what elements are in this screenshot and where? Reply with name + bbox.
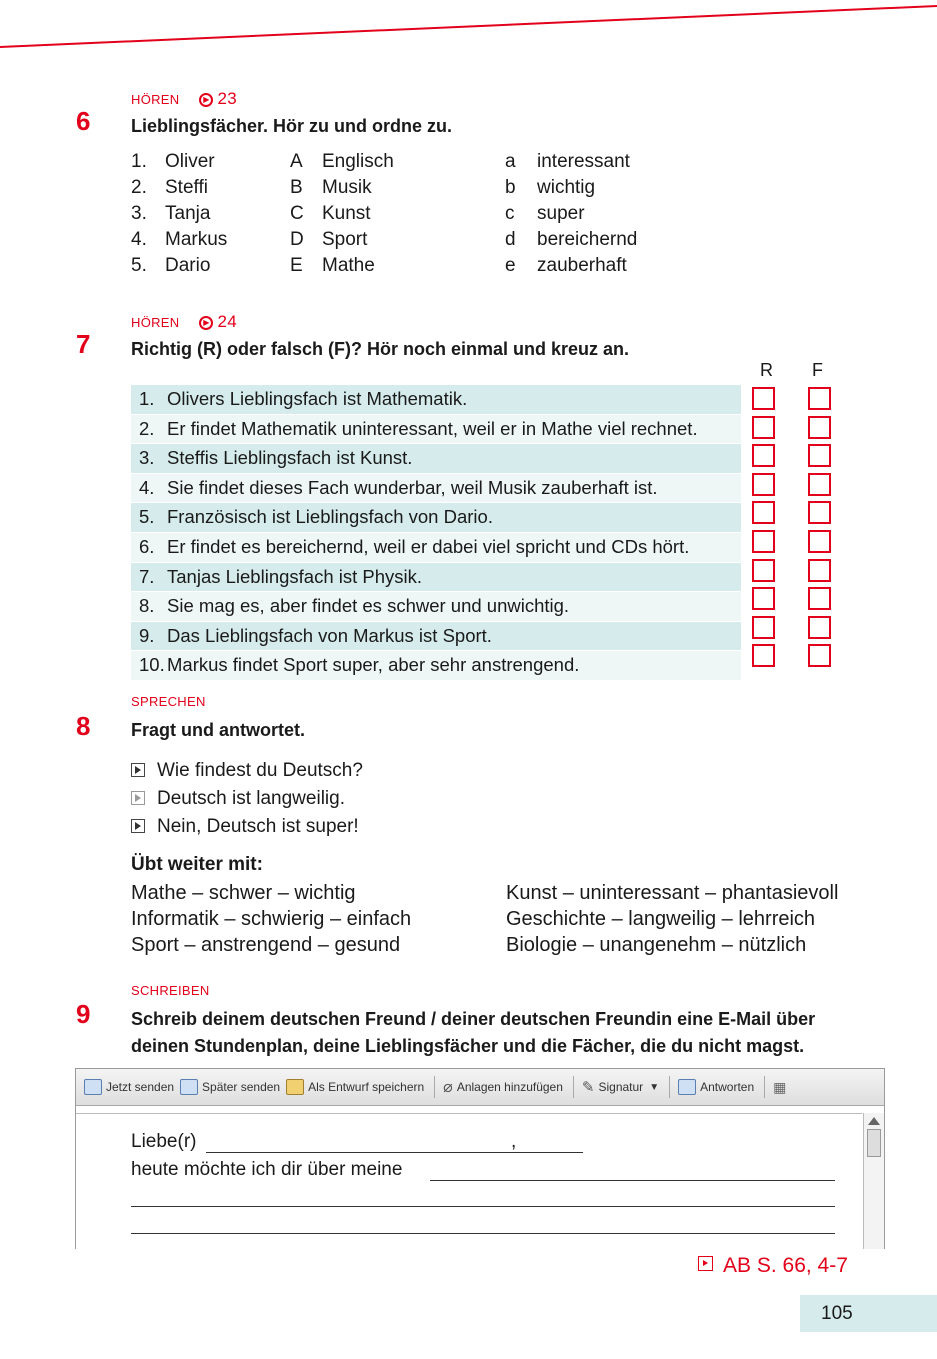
- ex9-number: 9: [76, 999, 91, 1029]
- list-item: D Sport: [290, 229, 368, 250]
- send-now-button[interactable]: Jetzt senden: [84, 1079, 174, 1095]
- signature-dropdown[interactable]: ✎ Signatur ▼: [581, 1079, 660, 1096]
- list-item: c super: [505, 203, 585, 224]
- ex9-skill-label: SCHREIBEN: [131, 983, 210, 998]
- text-blank[interactable]: [131, 1233, 835, 1234]
- falsch-checkbox[interactable]: [808, 644, 831, 667]
- ex6-instruction: Lieblingsfächer. Hör zu und ordne zu.: [131, 116, 453, 136]
- table-row: 7. Tanjas Lieblingsfach ist Physik.: [131, 563, 741, 593]
- practice-item: Sport – anstrengend – gesund: [131, 934, 401, 956]
- speaker-b-icon: [131, 791, 145, 805]
- falsch-checkbox[interactable]: [808, 530, 831, 553]
- speaker-a-icon: [131, 819, 145, 833]
- ex7-skill-label: HÖREN ▶ 24: [131, 312, 237, 331]
- dialog-list: [131, 757, 363, 841]
- email-scrollbar[interactable]: [863, 1113, 884, 1249]
- dialog-line: Nein, Deutsch ist super!: [131, 813, 363, 841]
- toolbar-separator: [573, 1076, 574, 1098]
- falsch-checkbox[interactable]: [808, 501, 831, 524]
- clock-send-icon: [180, 1079, 198, 1095]
- scroll-thumb[interactable]: [867, 1129, 881, 1157]
- practice-item: Geschichte – langweilig – lehrreich: [506, 908, 816, 930]
- richtig-checkbox[interactable]: [752, 473, 775, 496]
- ex6-skill-label: HÖREN ▶ 23: [131, 89, 237, 108]
- name-blank[interactable]: [206, 1152, 583, 1153]
- richtig-checkbox[interactable]: [752, 501, 775, 524]
- send-icon: [84, 1079, 102, 1095]
- speaker-a-icon: [131, 763, 145, 777]
- richtig-checkbox[interactable]: [752, 559, 775, 582]
- ex6-number: 6: [76, 106, 91, 136]
- save-draft-button[interactable]: Als Entwurf speichern: [286, 1079, 424, 1095]
- reply-icon: [678, 1079, 696, 1095]
- practice-left: [131, 880, 411, 958]
- email-body[interactable]: [76, 1113, 862, 1249]
- ex6-audio-track[interactable]: ▶ 23: [199, 89, 237, 108]
- ex7-audio-track[interactable]: ▶ 24: [199, 312, 237, 331]
- more-options-button[interactable]: [773, 1079, 786, 1096]
- falsch-checkbox[interactable]: [808, 416, 831, 439]
- list-item: C Kunst: [290, 203, 371, 224]
- list-item: e zauberhaft: [505, 255, 627, 276]
- greeting-label: Liebe(r): [131, 1131, 197, 1152]
- ex7-instruction: Richtig (R) oder falsch (F)? Hör noch einmal und kreuz an.: [131, 339, 630, 359]
- practice-item: Informatik – schwierig – einfach: [131, 908, 412, 930]
- table-row: 10. Markus findet Sport super, aber sehr anstrengend.: [131, 651, 741, 681]
- falsch-checkbox[interactable]: [808, 473, 831, 496]
- true-false-table: [131, 385, 741, 681]
- list-item: 1. Oliver: [131, 151, 215, 172]
- table-row: 8. Sie mag es, aber findet es schwer und unwichtig.: [131, 592, 741, 622]
- table-row: 1. Olivers Lieblingsfach ist Mathematik.: [131, 385, 741, 415]
- paperclip-icon: ⌀: [443, 1079, 453, 1096]
- table-row: 3. Steffis Lieblingsfach ist Kunst.: [131, 444, 741, 474]
- greeting-comma: ,: [511, 1131, 517, 1152]
- richtig-checkbox[interactable]: [752, 530, 775, 553]
- list-item: 4. Markus: [131, 229, 228, 250]
- list-item: B Musik: [290, 177, 372, 198]
- answers-button[interactable]: Antworten: [678, 1079, 754, 1095]
- table-row: 9. Das Lieblingsfach von Markus ist Sport.: [131, 622, 741, 652]
- arrow-box-icon: [698, 1256, 713, 1271]
- ex6-adjectives-list: [505, 149, 637, 279]
- practice-item: Biologie – unangenehm – nützlich: [506, 934, 807, 956]
- richtig-checkbox[interactable]: [752, 387, 775, 410]
- email-toolbar: [76, 1069, 884, 1106]
- ex9-instruction-line2: deinen Stundenplan, deine Lieblingsfächer und die Fächer, die du nicht magst.: [131, 1036, 805, 1056]
- richtig-checkbox[interactable]: [752, 587, 775, 610]
- list-item: a interessant: [505, 151, 630, 172]
- page-number: 105: [800, 1295, 937, 1332]
- list-item: 3. Tanja: [131, 203, 211, 224]
- ex6-names-list: [131, 149, 227, 279]
- column-header-f: F: [812, 360, 823, 380]
- ex8-instruction: Fragt und antwortet.: [131, 720, 305, 740]
- scroll-up-icon[interactable]: [868, 1117, 880, 1125]
- text-blank[interactable]: [430, 1180, 835, 1181]
- header-rule: [0, 0, 937, 60]
- falsch-checkbox[interactable]: [808, 616, 831, 639]
- table-row: 4. Sie findet dieses Fach wunderbar, weil Musik zauberhaft ist.: [131, 474, 741, 504]
- audio-play-icon: ▶: [199, 93, 213, 107]
- dialog-line: Deutsch ist langweilig.: [131, 785, 363, 813]
- practice-item: Kunst – uninteressant – phantasievoll: [506, 882, 839, 904]
- workbook-reference: AB S. 66, 4-7: [698, 1254, 848, 1278]
- list-item: E Mathe: [290, 255, 375, 276]
- practice-item: Mathe – schwer – wichtig: [131, 882, 356, 904]
- falsch-checkbox[interactable]: [808, 444, 831, 467]
- grid-icon: ▦: [773, 1078, 787, 1095]
- list-item: A Englisch: [290, 151, 394, 172]
- richtig-checkbox[interactable]: [752, 444, 775, 467]
- body-line-label: heute möchte ich dir über meine: [131, 1159, 403, 1180]
- richtig-checkbox[interactable]: [752, 644, 775, 667]
- text-blank[interactable]: [131, 1206, 835, 1207]
- list-item: 2. Steffi: [131, 177, 208, 198]
- falsch-checkbox[interactable]: [808, 587, 831, 610]
- table-row: 2. Er findet Mathematik uninteressant, weil er in Mathe viel rechnet.: [131, 415, 741, 445]
- ex7-number: 7: [76, 329, 91, 359]
- practice-title: Übt weiter mit:: [131, 854, 263, 875]
- list-item: 5. Dario: [131, 255, 211, 276]
- toolbar-separator: [669, 1076, 670, 1098]
- save-draft-icon: [286, 1079, 304, 1095]
- falsch-checkbox[interactable]: [808, 559, 831, 582]
- ex8-number: 8: [76, 711, 91, 741]
- dialog-line: Wie findest du Deutsch?: [131, 757, 363, 785]
- email-window: [75, 1068, 885, 1249]
- falsch-checkbox[interactable]: [808, 387, 831, 410]
- list-item: d bereichernd: [505, 229, 638, 250]
- audio-play-icon: ▶: [199, 316, 213, 330]
- list-item: b wichtig: [505, 177, 596, 198]
- ex8-skill-label: SPRECHEN: [131, 694, 206, 709]
- attach-button[interactable]: ⌀ Anlagen hinzufügen: [443, 1079, 563, 1096]
- chevron-down-icon: ▼: [649, 1081, 660, 1093]
- table-row: 5. Französisch ist Lieblingsfach von Dario.: [131, 503, 741, 533]
- richtig-checkbox[interactable]: [752, 416, 775, 439]
- table-row: 6. Er findet es bereichernd, weil er dabei viel spricht und CDs hört.: [131, 533, 741, 563]
- pen-icon: ✎: [581, 1079, 595, 1096]
- practice-right: [506, 880, 838, 958]
- ex6-subjects-list: [290, 149, 394, 279]
- send-later-button[interactable]: Später senden: [180, 1079, 280, 1095]
- richtig-checkbox[interactable]: [752, 616, 775, 639]
- ex9-instruction-line1: Schreib deinem deutschen Freund / deiner deutschen Freundin eine E-Mail über: [131, 1009, 816, 1029]
- toolbar-separator: [434, 1076, 435, 1098]
- toolbar-separator: [764, 1076, 765, 1098]
- column-header-r: R: [760, 360, 773, 380]
